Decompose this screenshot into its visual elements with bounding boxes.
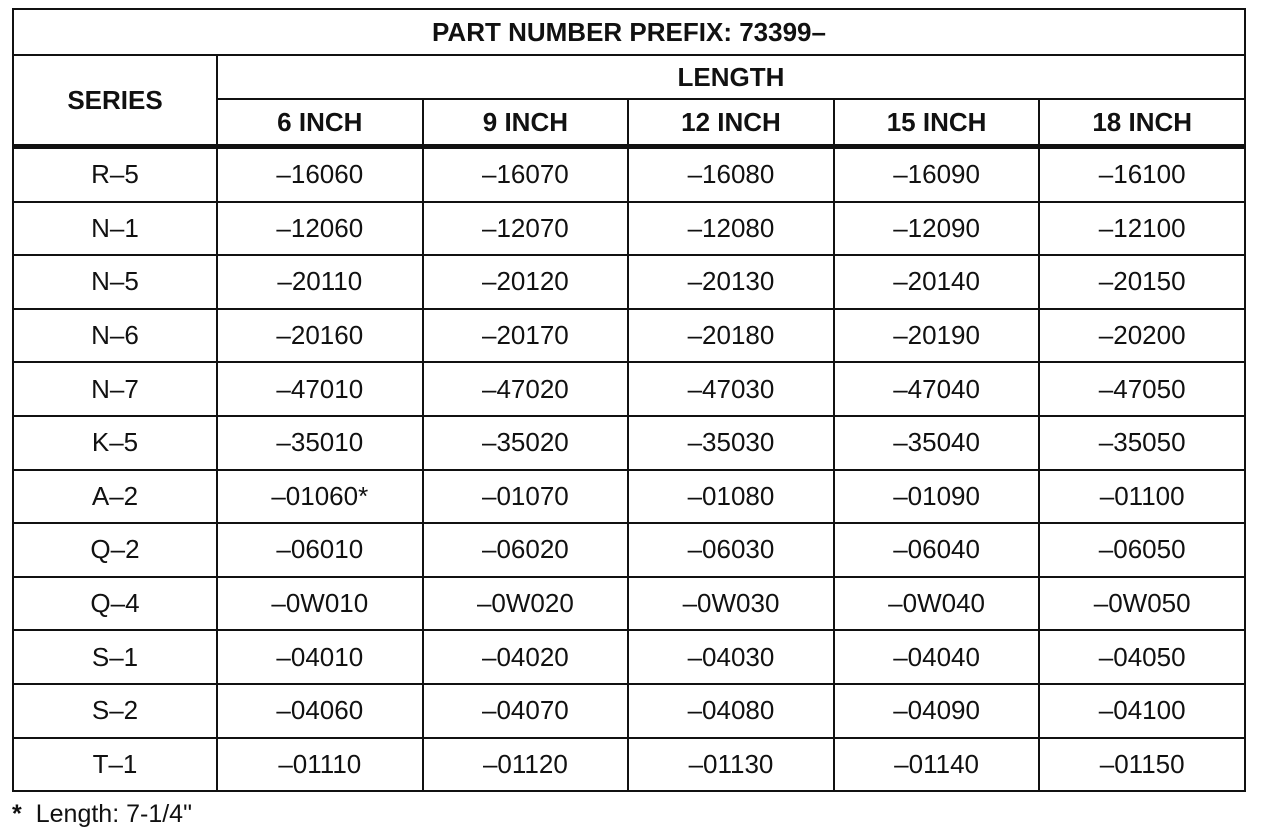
part-number-cell: –0W030	[628, 577, 834, 631]
series-cell: S–2	[13, 684, 217, 738]
part-number-cell: –20190	[834, 309, 1040, 363]
table-row	[13, 470, 1245, 524]
footnote	[12, 800, 192, 829]
series-cell: K–5	[13, 416, 217, 470]
part-number-cell: –04090	[834, 684, 1040, 738]
series-cell: S–1	[13, 630, 217, 684]
series-cell: N–6	[13, 309, 217, 363]
table-row	[13, 255, 1245, 309]
part-number-cell: –47020	[423, 362, 629, 416]
column-header: 9 INCH	[423, 99, 629, 147]
part-number-cell: –20200	[1039, 309, 1245, 363]
part-number-cell: –04020	[423, 630, 629, 684]
table-row	[13, 309, 1245, 363]
series-cell: Q–4	[13, 577, 217, 631]
part-number-cell: –04060	[217, 684, 423, 738]
part-number-cell: –04080	[628, 684, 834, 738]
part-number-cell: –35020	[423, 416, 629, 470]
part-number-cell: –16070	[423, 147, 629, 202]
part-number-cell: –20130	[628, 255, 834, 309]
part-number-cell: –01100	[1039, 470, 1245, 524]
part-number-cell: –12060	[217, 202, 423, 256]
table-row	[13, 577, 1245, 631]
series-cell: N–7	[13, 362, 217, 416]
part-number-cell: –01110	[217, 738, 423, 792]
table-row	[13, 523, 1245, 577]
part-number-cell: –16060	[217, 147, 423, 202]
column-header: 15 INCH	[834, 99, 1040, 147]
table-title: PART NUMBER PREFIX: 73399–	[13, 9, 1245, 55]
part-number-cell: –20140	[834, 255, 1040, 309]
part-number-cell: –01120	[423, 738, 629, 792]
column-header: 18 INCH	[1039, 99, 1245, 147]
part-number-cell: –0W010	[217, 577, 423, 631]
part-number-cell: –04050	[1039, 630, 1245, 684]
part-number-cell: –12100	[1039, 202, 1245, 256]
series-cell: N–1	[13, 202, 217, 256]
part-number-cell: –01140	[834, 738, 1040, 792]
part-number-cell: –47040	[834, 362, 1040, 416]
part-number-cell: –04040	[834, 630, 1040, 684]
table-row	[13, 416, 1245, 470]
part-number-cell: –06010	[217, 523, 423, 577]
part-number-cell: –12070	[423, 202, 629, 256]
table-body	[13, 147, 1245, 792]
table-row	[13, 684, 1245, 738]
series-cell: A–2	[13, 470, 217, 524]
part-number-cell: –0W020	[423, 577, 629, 631]
part-number-cell: –0W050	[1039, 577, 1245, 631]
part-number-cell: –20120	[423, 255, 629, 309]
length-header: LENGTH	[217, 55, 1245, 99]
series-cell: Q–2	[13, 523, 217, 577]
part-number-cell: –06050	[1039, 523, 1245, 577]
part-number-cell: –47010	[217, 362, 423, 416]
part-number-cell: –04100	[1039, 684, 1245, 738]
series-cell: T–1	[13, 738, 217, 792]
column-header: 12 INCH	[628, 99, 834, 147]
part-number-cell: –01090	[834, 470, 1040, 524]
part-number-cell: –04070	[423, 684, 629, 738]
part-number-cell: –04010	[217, 630, 423, 684]
part-number-cell: –06040	[834, 523, 1040, 577]
series-cell: R–5	[13, 147, 217, 202]
part-number-cell: –0W040	[834, 577, 1040, 631]
part-number-cell: –01150	[1039, 738, 1245, 792]
series-header: SERIES	[13, 55, 217, 147]
part-number-cell: –01080	[628, 470, 834, 524]
part-number-cell: –12080	[628, 202, 834, 256]
part-number-cell: –35040	[834, 416, 1040, 470]
footnote-text: Length: 7-1/4"	[35, 800, 192, 828]
part-number-table-container	[12, 8, 1246, 792]
part-number-cell: –20160	[217, 309, 423, 363]
part-number-cell: –35050	[1039, 416, 1245, 470]
part-number-cell: –06030	[628, 523, 834, 577]
table-row	[13, 738, 1245, 792]
part-number-cell: –01130	[628, 738, 834, 792]
part-number-cell: –01070	[423, 470, 629, 524]
table-row	[13, 147, 1245, 202]
part-number-cell: –01060*	[217, 470, 423, 524]
part-number-cell: –16080	[628, 147, 834, 202]
table-row	[13, 630, 1245, 684]
table-row	[13, 362, 1245, 416]
part-number-cell: –47050	[1039, 362, 1245, 416]
part-number-cell: –16090	[834, 147, 1040, 202]
part-number-cell: –47030	[628, 362, 834, 416]
part-number-cell: –06020	[423, 523, 629, 577]
part-number-cell: –35010	[217, 416, 423, 470]
part-number-cell: –20180	[628, 309, 834, 363]
footnote-marker: *	[12, 800, 22, 828]
part-number-cell: –04030	[628, 630, 834, 684]
part-number-cell: –35030	[628, 416, 834, 470]
table-row	[13, 202, 1245, 256]
part-number-cell: –16100	[1039, 147, 1245, 202]
part-number-cell: –20150	[1039, 255, 1245, 309]
part-number-cell: –20110	[217, 255, 423, 309]
part-number-cell: –12090	[834, 202, 1040, 256]
part-number-table	[12, 8, 1246, 792]
column-header: 6 INCH	[217, 99, 423, 147]
series-cell: N–5	[13, 255, 217, 309]
part-number-cell: –20170	[423, 309, 629, 363]
